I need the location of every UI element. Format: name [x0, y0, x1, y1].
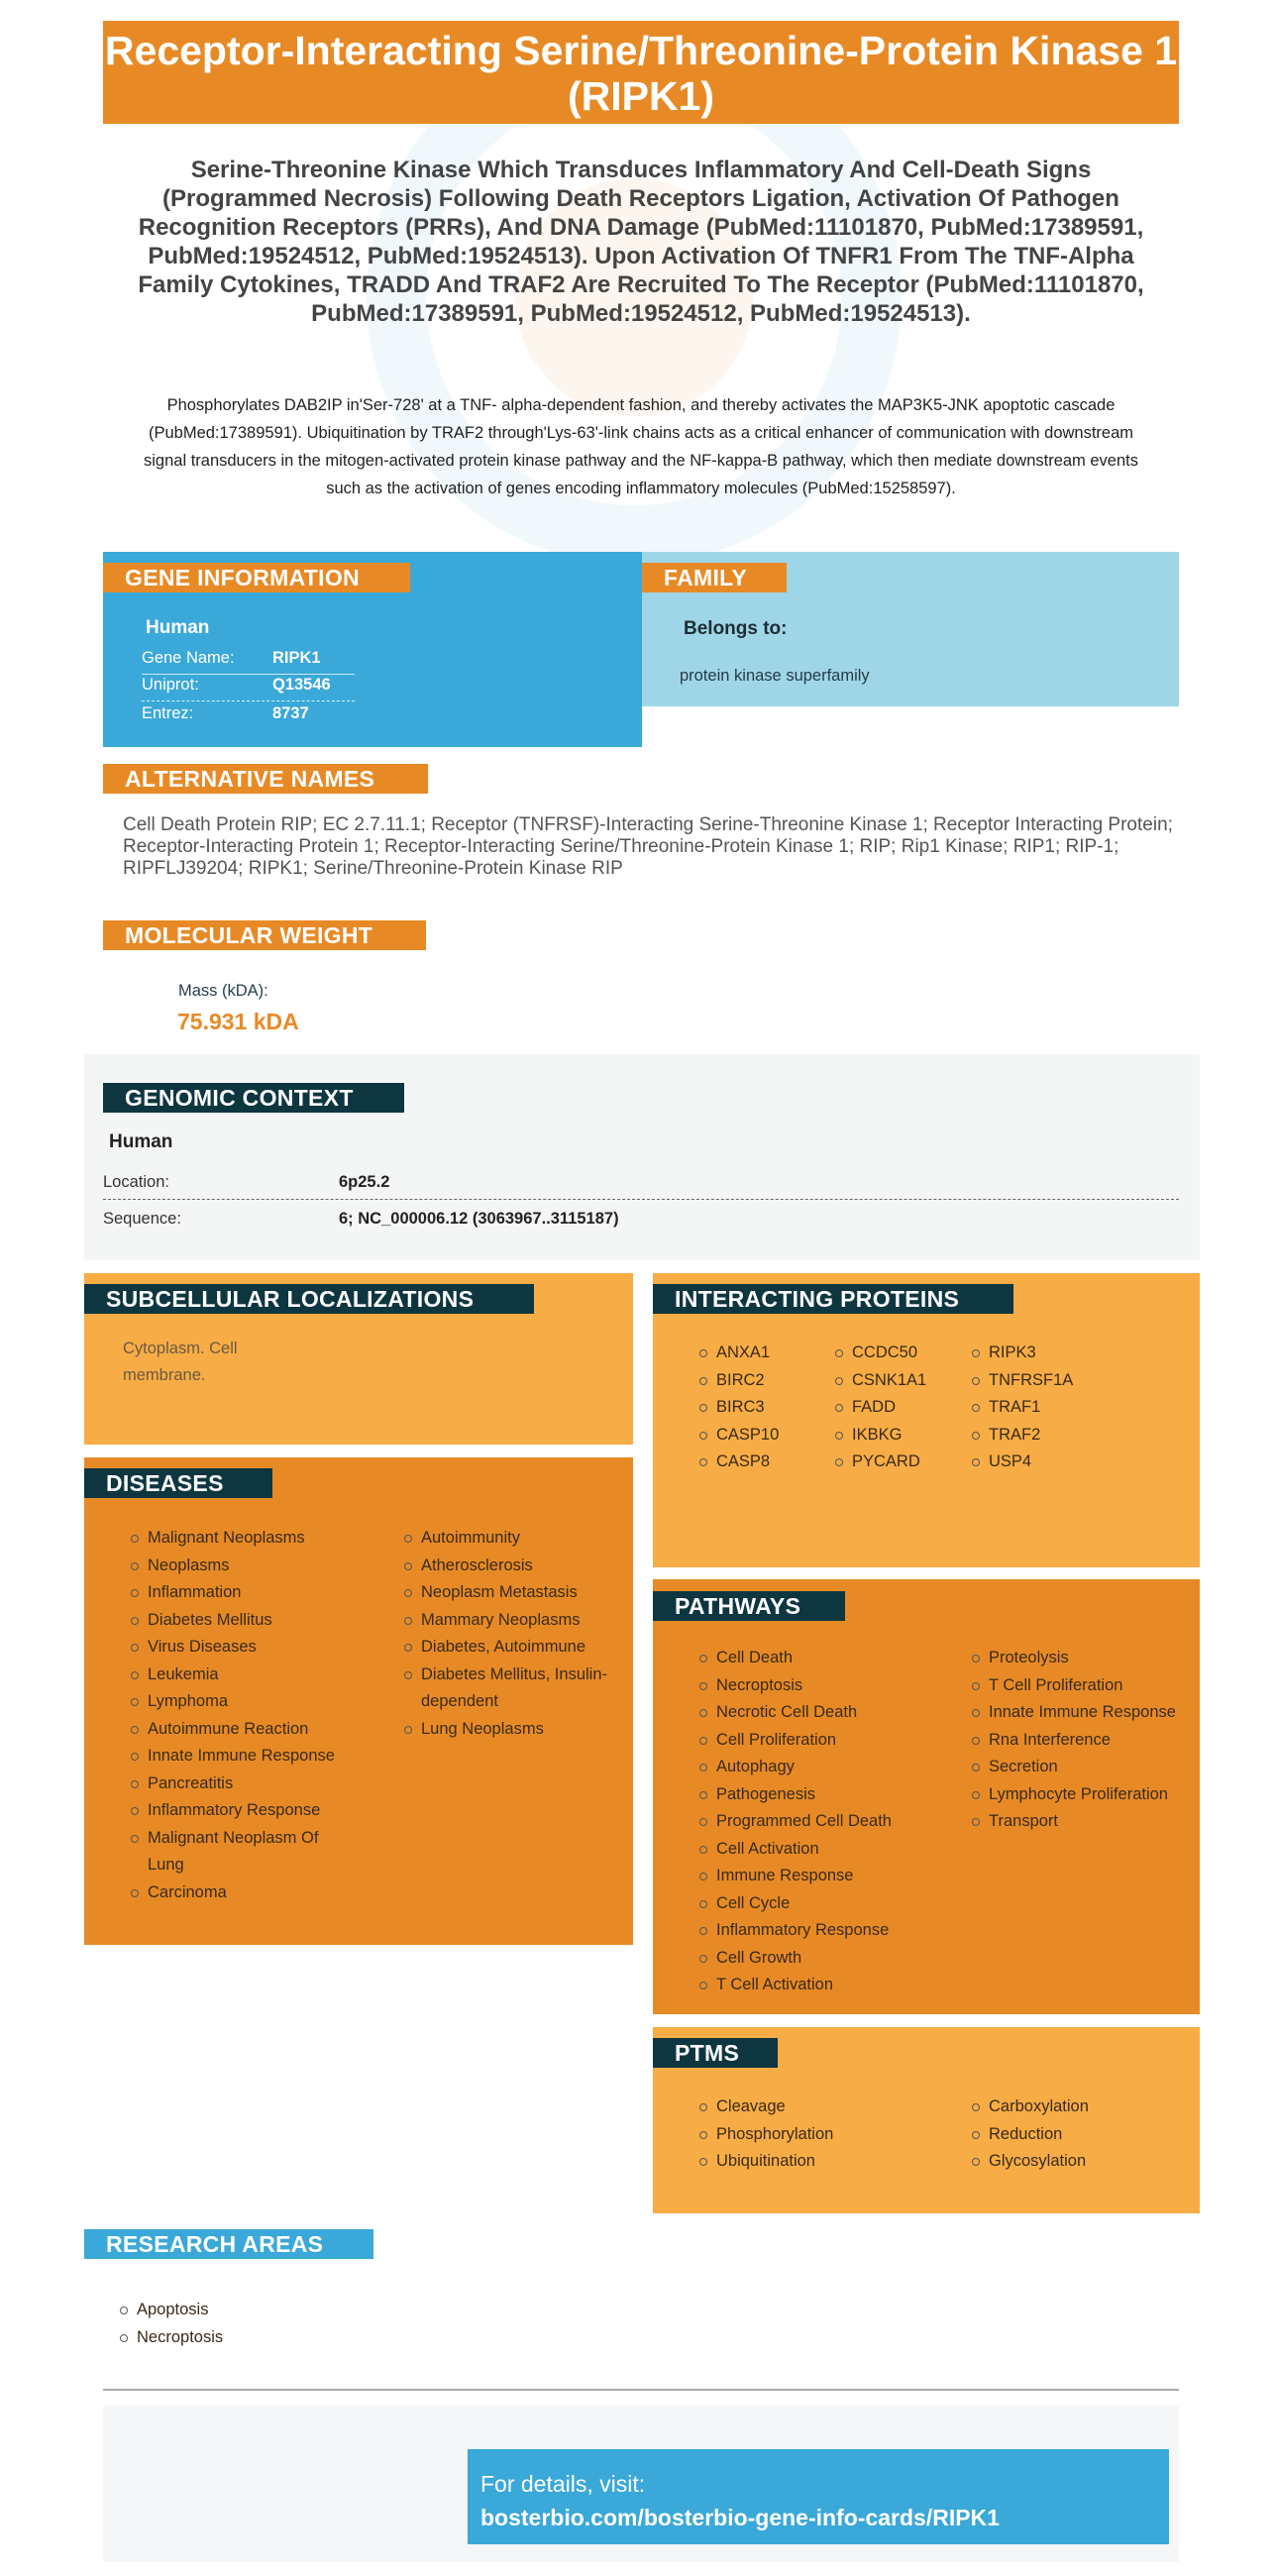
function-detail: Phosphorylates DAB2IP in'Ser-728' at a TNF- alpha-dependent fashion, and thereby activates the MAP3K5-JNK apoptotic cascade (PubMed:17389591). Ubiquitination by TRAF2 through'Lys-63'-link chains acts as a critical enhancer of communication with downstream signal transducers in the mitogen-activated protein kinase pathway and the NF-kappa-B pathway, which then mediate downstream events such as the activation of genes encoding inflammatory molecules (PubMed:15258597). [144, 396, 1138, 497]
subcellular-label: SUBCELLULAR LOCALIZATIONS [84, 1284, 534, 1314]
gene-info-key: Uniprot: [142, 676, 199, 694]
gene-info-key: Gene Name: [142, 649, 235, 667]
interacting-protein-item: BIRC2 [699, 1367, 818, 1395]
pathway-item: Cell Proliferation [699, 1727, 947, 1755]
genomic-sequence-value: 6; NC_000006.12 (3063967..3115187) [339, 1210, 619, 1228]
genomic-location-value: 6p25.2 [339, 1173, 390, 1191]
diseases-list [404, 1525, 627, 1743]
diseases-label: DISEASES [84, 1468, 272, 1498]
alternative-names-label: ALTERNATIVE NAMES [103, 764, 428, 794]
pathway-item: Rna Interference [972, 1727, 1190, 1755]
interacting-protein-item: ANXA1 [699, 1340, 818, 1367]
pathway-item: T Cell Proliferation [972, 1672, 1190, 1700]
interacting-protein-item: FADD [835, 1394, 964, 1422]
function-heading: Serine-Threonine Kinase Which Transduces Inflammatory And Cell-Death Signs (Programmed Necrosis) Following Death Receptors Ligation, Activation Of Pathogen Recognition Receptors (PRRs), And DNA Damage (PubMed:11101870, PubMed:17389591, PubMed:19524512, PubMed:19524513). Upon Activation Of TNFR1 From The TNF-Alpha Family Cytokines, TRADD And TRAF2 Are Recruited To The Receptor (PubMed:11101870, PubMed:17389591, PubMed:19524512, PubMed:19524513). [138, 157, 1144, 327]
pathway-item: Cell Death [699, 1645, 947, 1672]
genomic-sequence-label: Sequence: [103, 1210, 181, 1228]
pathway-item: Proteolysis [972, 1645, 1190, 1672]
gene-info-row [142, 704, 355, 730]
disease-item: Diabetes Mellitus [131, 1607, 349, 1635]
pathway-item: Cell Cycle [699, 1890, 947, 1918]
pathways-list [972, 1645, 1190, 1836]
disease-item: Mammary Neoplasms [404, 1607, 627, 1635]
page-title: Receptor-Interacting Serine/Threonine-Protein Kinase 1 (RIPK1) [103, 21, 1179, 124]
interacting-protein-item: CASP8 [699, 1449, 818, 1476]
genomic-species: Human [109, 1131, 173, 1152]
pathways-list [699, 1645, 947, 1999]
interacting-protein-item: TNFRSF1A [972, 1367, 1111, 1395]
disease-item: Atherosclerosis [404, 1553, 627, 1580]
disease-item: Neoplasm Metastasis [404, 1579, 627, 1607]
alternative-names-text: Cell Death Protein RIP; EC 2.7.11.1; Receptor (TNFRSF)-Interacting Serine-Threonine Kinase 1; Receptor Interacting Protein; Receptor-Interacting Protein 1; Receptor-Interacting Serine/Threonine-Protein Kinase 1; RIP; Rip1 Kinase; RIP1; RIP-1; RIPFLJ39204; RIPK1; Serine/Threonine-Protein Kinase RIP [123, 814, 1173, 879]
gene-info-value: Q13546 [272, 676, 331, 694]
ptm-item: Glycosylation [972, 2148, 1190, 2176]
disease-item: Lung Neoplasms [404, 1716, 627, 1744]
gene-info-value: RIPK1 [272, 649, 321, 667]
gene-info-row [142, 676, 355, 701]
gene-info-row [142, 649, 355, 675]
interacting-proteins-list [699, 1340, 818, 1476]
genomic-sequence-row [103, 1208, 1179, 1237]
footer-link[interactable]: bosterbio.com/bosterbio-gene-info-cards/RIPK1 [480, 2505, 1000, 2530]
pathway-item: Autophagy [699, 1754, 947, 1781]
ptm-item: Reduction [972, 2121, 1190, 2149]
pathway-item: Necroptosis [699, 1672, 947, 1700]
disease-item: Autoimmunity [404, 1525, 627, 1553]
gene-info-species: Human [146, 617, 210, 638]
interacting-protein-item: IKBKG [835, 1422, 964, 1449]
interacting-protein-item: PYCARD [835, 1449, 964, 1476]
pathway-item: Programmed Cell Death [699, 1808, 947, 1836]
disease-item: Diabetes Mellitus, Insulin-dependent [404, 1662, 627, 1716]
disease-item: Virus Diseases [131, 1634, 349, 1662]
pathway-item: Immune Response [699, 1863, 947, 1890]
footer-link-box[interactable] [468, 2449, 1169, 2544]
interacting-protein-item: TRAF1 [972, 1394, 1111, 1422]
mass-label: Mass (kDA): [178, 982, 268, 1000]
ptm-item: Carboxylation [972, 2093, 1190, 2121]
genomic-location-label: Location: [103, 1173, 169, 1191]
interacting-protein-item: CSNK1A1 [835, 1367, 964, 1395]
pathway-item: Innate Immune Response [972, 1699, 1190, 1727]
ptms-list [699, 2093, 947, 2176]
family-label: FAMILY [642, 563, 787, 592]
interacting-protein-item: TRAF2 [972, 1422, 1111, 1449]
disease-item: Innate Immune Response [131, 1743, 349, 1771]
pathway-item: Cell Activation [699, 1836, 947, 1864]
pathway-item: Cell Growth [699, 1945, 947, 1973]
disease-item: Pancreatitis [131, 1771, 349, 1798]
genomic-context-label: GENOMIC CONTEXT [103, 1083, 404, 1113]
ptm-item: Phosphorylation [699, 2121, 947, 2149]
pathway-item: Lymphocyte Proliferation [972, 1781, 1190, 1809]
interacting-protein-item: RIPK3 [972, 1340, 1111, 1367]
disease-item: Diabetes, Autoimmune [404, 1634, 627, 1662]
interacting-protein-item: CCDC50 [835, 1340, 964, 1367]
disease-item: Inflammation [131, 1579, 349, 1607]
pathway-item: Transport [972, 1808, 1190, 1836]
gene-info-label: GENE INFORMATION [103, 563, 410, 592]
research-areas-label: RESEARCH AREAS [84, 2229, 373, 2259]
pathway-item: Necrotic Cell Death [699, 1699, 947, 1727]
disease-item: Carcinoma [131, 1879, 349, 1907]
gene-info-key: Entrez: [142, 704, 194, 722]
pathway-item: Pathogenesis [699, 1781, 947, 1809]
interacting-protein-item: BIRC3 [699, 1394, 818, 1422]
mass-value: 75.931 kDA [177, 1009, 299, 1034]
disease-item: Leukemia [131, 1662, 349, 1689]
research-area-item: Apoptosis [120, 2297, 417, 2324]
pathway-item: Inflammatory Response [699, 1917, 947, 1945]
family-belongs-label: Belongs to: [684, 618, 788, 639]
disease-item: Inflammatory Response [131, 1797, 349, 1825]
interacting-proteins-list [972, 1340, 1111, 1476]
pathway-item: Secretion [972, 1754, 1190, 1781]
disease-item: Lymphoma [131, 1688, 349, 1716]
disease-item: Malignant Neoplasms [131, 1525, 349, 1553]
subcellular-text: Cytoplasm. Cell membrane. [123, 1340, 238, 1384]
genomic-location-row [103, 1170, 1179, 1200]
disease-item: Neoplasms [131, 1553, 349, 1580]
interacting-proteins-label: INTERACTING PROTEINS [653, 1284, 1013, 1314]
ptms-label: PTMS [653, 2038, 778, 2068]
ptm-item: Ubiquitination [699, 2148, 947, 2176]
disease-item: Malignant Neoplasm Of Lung [131, 1825, 349, 1879]
interacting-protein-item: USP4 [972, 1449, 1111, 1476]
interacting-proteins-list [835, 1340, 964, 1476]
diseases-list [131, 1525, 349, 1906]
interacting-protein-item: CASP10 [699, 1422, 818, 1449]
gene-info-value: 8737 [272, 704, 309, 722]
research-areas-list [120, 2297, 417, 2351]
ptms-list [972, 2093, 1190, 2176]
family-value: protein kinase superfamily [680, 667, 870, 685]
research-area-item: Necroptosis [120, 2324, 417, 2352]
disease-item: Autoimmune Reaction [131, 1716, 349, 1744]
ptm-item: Cleavage [699, 2093, 947, 2121]
molecular-weight-label: MOLECULAR WEIGHT [103, 920, 426, 950]
footer-line1: For details, visit: [480, 2471, 646, 2497]
divider [103, 2389, 1179, 2391]
pathway-item: T Cell Activation [699, 1972, 947, 1999]
pathways-label: PATHWAYS [653, 1591, 845, 1621]
